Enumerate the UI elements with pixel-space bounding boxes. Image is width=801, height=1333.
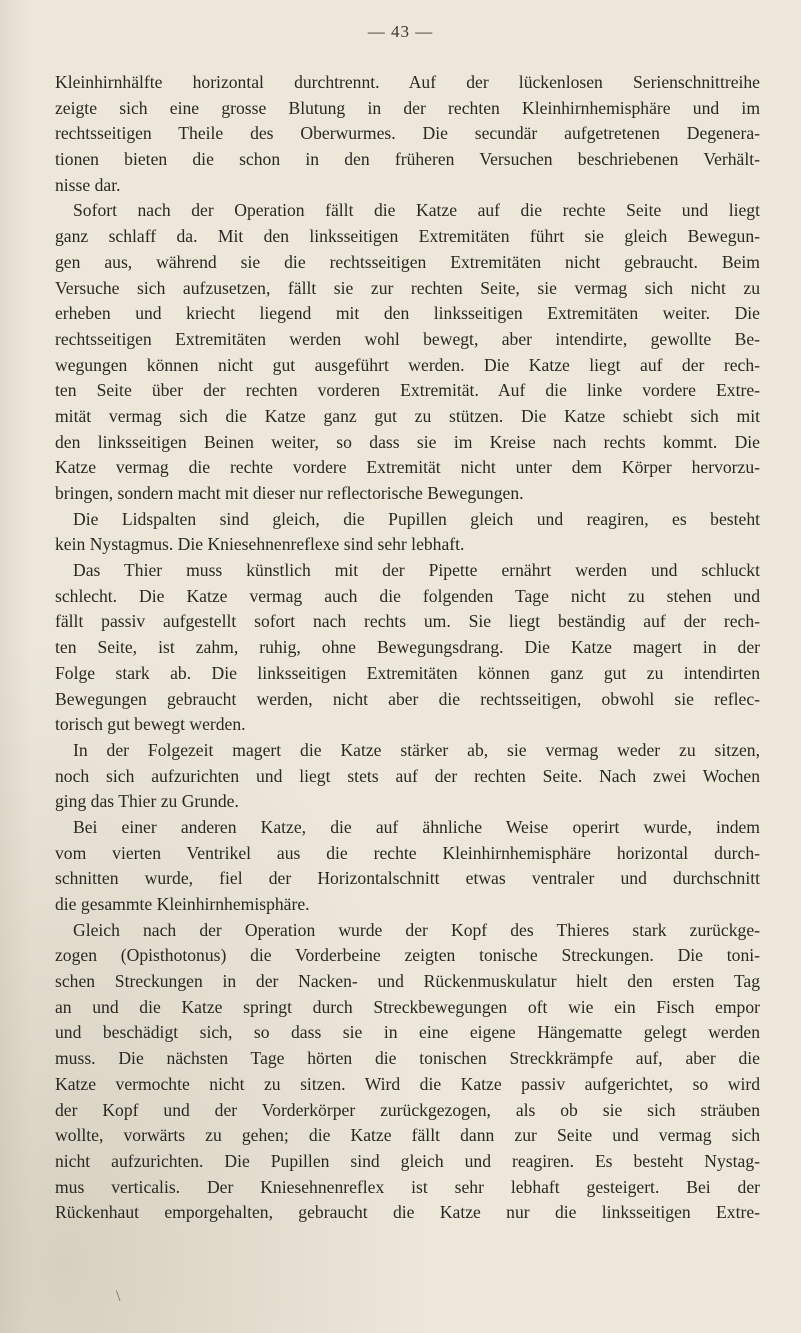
text-line: wegungen können nicht gut ausgeführt werden. Die Katze liegt auf der rech-: [55, 354, 760, 375]
text-line: gen aus, während sie die rechtsseitigen Extremitäten nicht gebraucht. Beim: [55, 251, 760, 272]
text-line: muss. Die nächsten Tage hörten die tonischen Streckkrämpfe auf, aber die: [55, 1048, 760, 1069]
text-line: rechtsseitigen Extremitäten werden wohl bewegt, aber intendirte, gewollte Be-: [55, 328, 760, 349]
text-line: Versuche sich aufzusetzen, fällt sie zur rechten Seite, sie vermag sich nicht zu: [55, 277, 760, 298]
text-line: Folge stark ab. Die linksseitigen Extremitäten können ganz gut zu intendirten: [55, 662, 760, 683]
text-line: erheben und kriecht liegend mit den linksseitigen Extremitäten weiter. Die: [55, 303, 760, 324]
text-line: schlecht. Die Katze vermag auch die folgenden Tage nicht zu stehen und: [55, 585, 760, 606]
text-line: nisse dar.: [55, 174, 121, 195]
body-text: [55, 70, 760, 1226]
text-line: Rückenhaut emporgehalten, gebraucht die Katze nur die linksseitigen Extre-: [55, 1202, 760, 1223]
text-line: Bewegungen gebraucht werden, nicht aber die rechtsseitigen, obwohl sie reflec-: [55, 688, 760, 709]
text-line: noch sich aufzurichten und liegt stets auf der rechten Seite. Nach zwei Wochen: [55, 765, 760, 786]
text-line: an und die Katze springt durch Streckbewegungen oft wie ein Fisch empor: [55, 996, 760, 1017]
text-line: kein Nystagmus. Die Kniesehnenreflexe sind sehr lebhaft.: [55, 534, 465, 555]
text-line: Das Thier muss künstlich mit der Pipette ernährt werden und schluckt: [73, 560, 760, 581]
text-line: Katze vermag die rechte vordere Extremität nicht unter dem Körper hervorzu-: [55, 457, 760, 478]
text-line: torisch gut bewegt werden.: [55, 714, 246, 735]
text-line: die gesammte Kleinhirnhemisphäre.: [55, 894, 310, 914]
text-line: In der Folgezeit magert die Katze stärker ab, sie vermag weder zu sitzen,: [73, 739, 760, 760]
text-line: vom vierten Ventrikel aus die rechte Kleinhirnhemisphäre horizontal durch-: [55, 842, 760, 863]
text-line: nicht aufzurichten. Die Pupillen sind gleich und reagiren. Es besteht Nystag-: [55, 1150, 760, 1171]
text-line: Sofort nach der Operation fällt die Katze auf die rechte Seite und liegt: [73, 200, 760, 221]
text-line: mität vermag sich die Katze ganz gut zu stützen. Die Katze schiebt sich mit: [55, 405, 760, 426]
text-line: zeigte sich eine grosse Blutung in der rechten Kleinhirnhemisphäre und im: [55, 97, 760, 118]
text-line: ten Seite über der rechten vorderen Extremität. Auf die linke vordere Extre-: [55, 380, 760, 401]
text-line: Die Lidspalten sind gleich, die Pupillen gleich und reagiren, es besteht: [73, 508, 760, 529]
text-line: wollte, vorwärts zu gehen; die Katze fällt dann zur Seite und vermag sich: [55, 1125, 760, 1146]
text-line: Gleich nach der Operation wurde der Kopf des Thieres stark zurückge-: [73, 919, 760, 940]
text-line: ging das Thier zu Grunde.: [55, 791, 239, 812]
page-number: — 43 —: [367, 22, 434, 41]
text-line: bringen, sondern macht mit dieser nur reflectorische Bewegungen.: [55, 483, 524, 503]
stray-mark: \: [116, 1288, 121, 1305]
text-line: zogen (Opisthotonus) die Vorderbeine zeigten tonische Streckungen. Die toni-: [55, 945, 760, 966]
text-line: schnitten wurde, fiel der Horizontalschnitt etwas ventraler und durchschnitt: [55, 868, 760, 889]
text-line: den linksseitigen Beinen weiter, so dass sie im Kreise nach rechts kommt. Die: [55, 431, 760, 452]
text-line: mus verticalis. Der Kniesehnenreflex ist sehr lebhaft gesteigert. Bei der: [55, 1176, 760, 1197]
text-line: Katze vermochte nicht zu sitzen. Wird die Katze passiv aufgerichtet, so wird: [55, 1073, 760, 1094]
text-line: ten Seite, ist zahm, ruhig, ohne Bewegungsdrang. Die Katze magert in der: [55, 637, 760, 658]
text-line: fällt passiv aufgestellt sofort nach rechts um. Sie liegt beständig auf der rech-: [55, 611, 760, 632]
text-line: schen Streckungen in der Nacken- und Rückenmuskulatur hielt den ersten Tag: [55, 971, 760, 992]
text-line: ganz schlaff da. Mit den linksseitigen Extremitäten führt sie gleich Bewegun-: [55, 226, 760, 247]
text-line: rechtsseitigen Theile des Oberwurmes. Die secundär aufgetretenen Degenera-: [55, 123, 760, 144]
text-line: der Kopf und der Vorderkörper zurückgezogen, als ob sie sich sträuben: [55, 1099, 760, 1120]
text-line: tionen bieten die schon in den früheren Versuchen beschriebenen Verhält-: [55, 149, 760, 170]
text-line: Bei einer anderen Katze, die auf ähnliche Weise operirt wurde, indem: [73, 816, 760, 837]
text-line: und beschädigt sich, so dass sie in eine eigene Hängematte gelegt werden: [55, 1022, 760, 1043]
text-line: Kleinhirnhälfte horizontal durchtrennt. Auf der lückenlosen Serienschnittreihe: [55, 72, 760, 92]
